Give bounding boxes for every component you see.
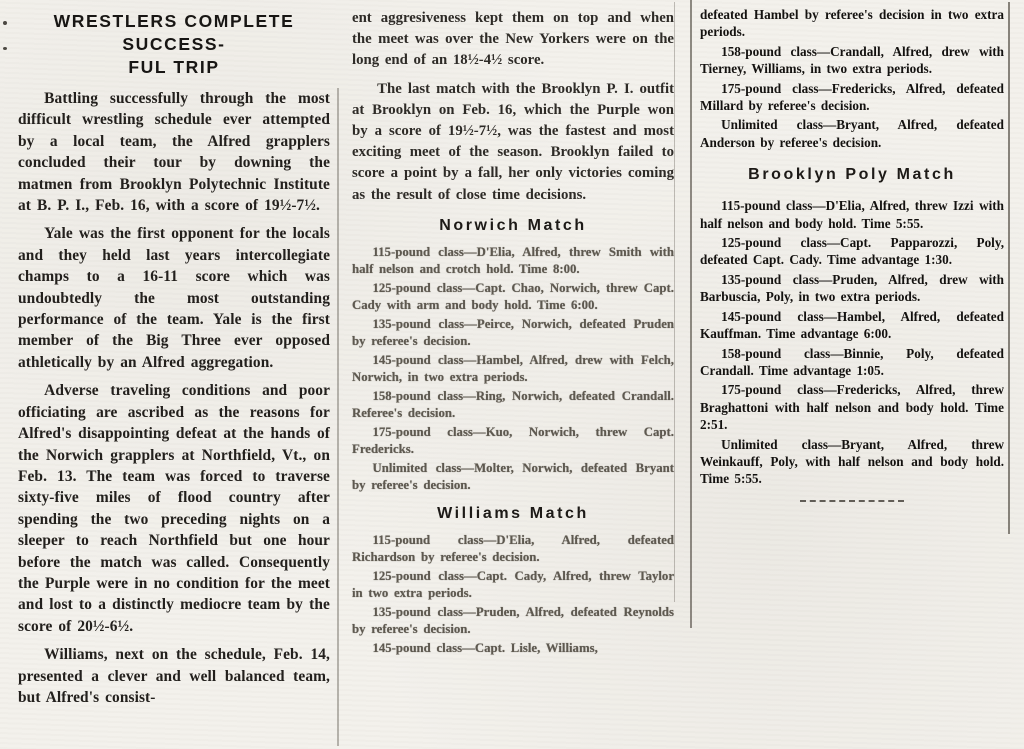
paragraph: The last match with the Brooklyn P. I. outfit at Brooklyn on Feb. 16, which the Purple won by a score of 19½-7½, was the fastest and most exciting meet of the season. Brooklyn failed to score a point by a fall, her only victories coming as the result of close time decisions.	[352, 80, 674, 203]
match-result: 135-pound class—Pruden, Alfred, defeated Reynolds by referee's decision.	[352, 604, 674, 636]
match-result: 145-pound class—Capt. Lisle, Williams,	[372, 640, 598, 655]
match-result: 135-pound class—Pruden, Alfred, drew with Barbuscia, Poly, in two extra periods.	[700, 271, 1004, 305]
continuation-paragraph: ent aggresiveness kept them on top and when the meet was over the New Yorkers were on the long end of an 18½-4½ score.	[352, 10, 674, 69]
article-headline	[18, 10, 330, 79]
column-divider-rule	[337, 88, 339, 746]
match-result: 158-pound class—Crandall, Alfred, drew with Tierney, Williams, in two extra periods.	[700, 43, 1004, 77]
match-result: 135-pound class—Peirce, Norwich, defeated Pruden by referee's decision.	[352, 316, 674, 348]
column-2	[352, 8, 674, 659]
match-result: 125-pound class—Capt. Chao, Norwich, threw Capt. Cady with arm and body hold. Time 6:00.	[352, 280, 674, 312]
scan-speck	[3, 47, 7, 50]
continuation-paragraph: defeated Hambel by referee's decision in two extra periods.	[700, 7, 1004, 40]
paragraph: Yale was the first opponent for the locals and they held last years intercollegiate champs to a 16-11 score which was undoubtedly the most outstanding performance of the team. Yale is the first member of the Big Three ever opposed athletically by an Alfred aggregation.	[18, 225, 330, 371]
column-3	[700, 6, 1004, 502]
headline-line-1: WRESTLERS COMPLETE SUCCESS-	[53, 11, 295, 54]
match-result: 115-pound class—D'Elia, Alfred, threw Smith with half nelson and crotch hold. Time 8:00.	[352, 244, 674, 276]
paragraph: Adverse traveling conditions and poor officiating are ascribed as the reasons for Alfred's disappointing defeat at the hands of the Norwich grapplers at Northfield, Vt., on Feb. 13. The team was forced to traverse sixty-five miles of flood country after spending the two preceding nights on a sleeper to reach Northfield but one hour before the match was called. Consequently the Purple were in no condition for the meet and lost to a distinctly mediocre team by the score of 20½-6½.	[18, 382, 330, 635]
match-result: Unlimited class—Bryant, Alfred, defeated Anderson by referee's decision.	[700, 117, 1004, 150]
article-end-divider	[800, 500, 904, 502]
match-result: 125-pound class—Capt. Papparozzi, Poly, defeated Capt. Cady. Time advantage 1:30.	[700, 235, 1004, 268]
match-result: 158-pound class—Binnie, Poly, defeated Crandall. Time advantage 1:05.	[700, 345, 1004, 378]
match-result: 145-pound class—Hambel, Alfred, defeated Kauffman. Time advantage 6:00.	[700, 308, 1004, 342]
match-result: 125-pound class—Capt. Cady, Alfred, threw Taylor in two extra periods.	[352, 568, 674, 600]
williams-match-heading: Williams Match	[437, 504, 589, 522]
paragraph: Williams, next on the schedule, Feb. 14, presented a clever and well balanced team, but Alfred's consist-	[18, 646, 330, 706]
match-result: 115-pound class—D'Elia, Alfred, threw Izzi with half nelson and body hold. Time 5:55.	[700, 198, 1004, 231]
match-result: Unlimited class—Bryant, Alfred, threw Weinkauff, Poly, with half nelson and body hold. Time 5:55.	[700, 436, 1004, 487]
headline-line-2: FUL TRIP	[128, 57, 220, 77]
match-result: 175-pound class—Kuo, Norwich, threw Capt. Fredericks.	[352, 424, 674, 456]
match-result: 145-pound class—Hambel, Alfred, drew with Felch, Norwich, in two extra periods.	[352, 352, 674, 384]
match-result: Unlimited class—Molter, Norwich, defeated Bryant by referee's decision.	[352, 460, 674, 492]
column-1	[18, 6, 330, 715]
column-divider-rule	[1008, 2, 1010, 534]
column-divider-rule	[690, 0, 692, 628]
paragraph: Battling successfully through the most difficult wrestling schedule ever attempted by a local team, the Alfred grapplers concluded their tour by downing the matmen from Brooklyn Polytechnic Institute at B. P. I., Feb. 16, with a score of 19½-7½.	[18, 90, 330, 215]
column-divider-rule	[674, 2, 675, 602]
match-result: 175-pound class—Fredericks, Alfred, threw Braghattoni with half nelson and body hold. Time 2:51.	[700, 382, 1004, 433]
brooklyn-poly-match-heading: Brooklyn Poly Match	[748, 166, 956, 184]
match-result: 115-pound class—D'Elia, Alfred, defeated Richardson by referee's decision.	[352, 532, 674, 564]
scan-speck	[3, 21, 7, 25]
norwich-match-heading: Norwich Match	[439, 216, 587, 234]
match-result: 158-pound class—Ring, Norwich, defeated Crandall. Referee's decision.	[352, 388, 674, 420]
match-result: 175-pound class—Fredericks, Alfred, defeated Millard by referee's decision.	[700, 80, 1004, 114]
